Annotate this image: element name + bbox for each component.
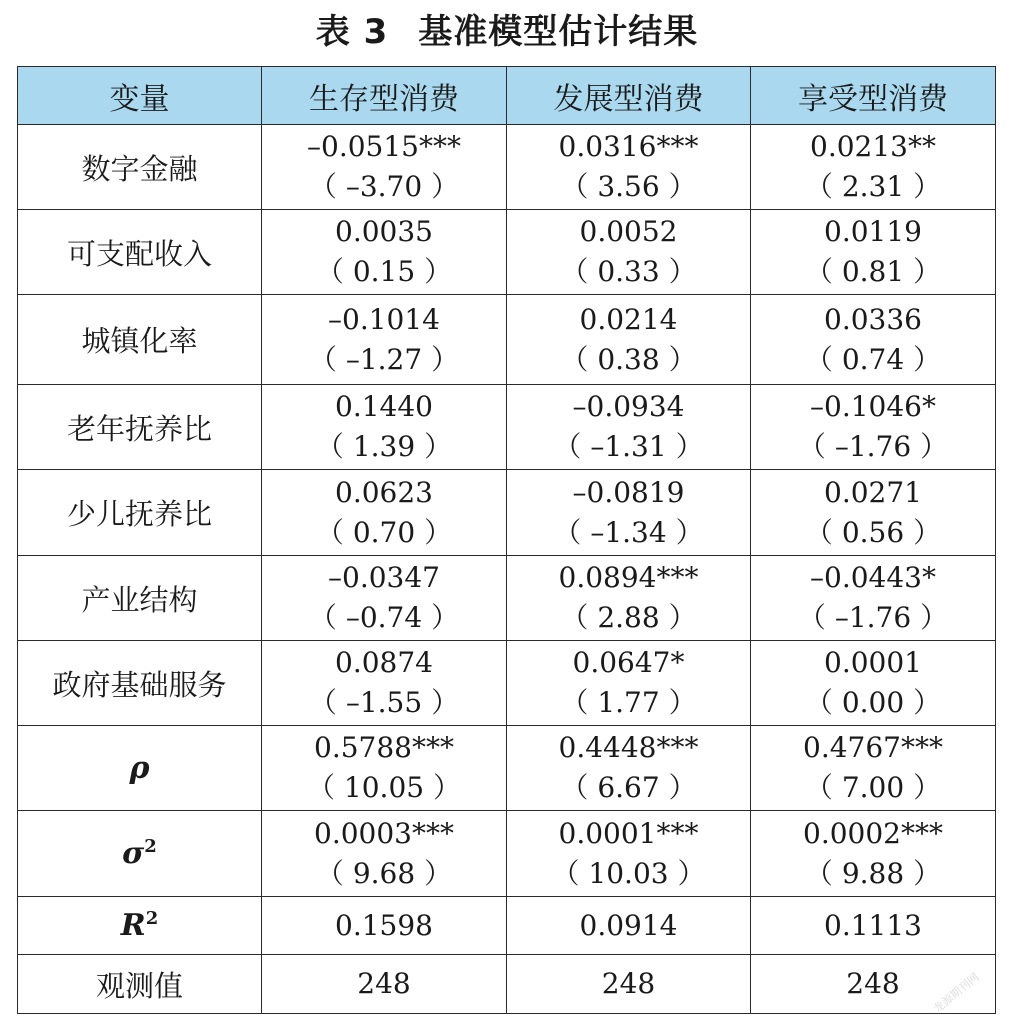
variable-name: 观测值 [18,955,262,1014]
header-subsistence-consumption: 生存型消费 [262,67,507,125]
coefficient: 0.0052 [579,215,678,248]
table-row [18,726,996,811]
result-cell [751,897,996,955]
result-cell [751,811,996,897]
t-statistic: （ 7.00 ） [804,771,942,804]
t-statistic: （ 9.68 ） [315,856,453,890]
result-cell [507,125,751,210]
table-row [18,470,996,556]
table-row [18,955,996,1014]
coefficient: 0.1440 [335,390,433,423]
coefficient: 0.0119 [824,215,922,248]
t-statistic: （ 0.38 ） [560,342,697,376]
result-cell [262,556,507,641]
t-statistic: （ 3.56 ） [560,170,697,203]
coefficient: 0.5788*** [314,731,454,764]
result-cell [507,385,751,470]
regression-results-table [17,66,996,1014]
t-statistic: （ 0.56 ） [804,515,942,549]
observation-count: 248 [601,967,656,1000]
coefficient: –0.1046* [810,390,936,423]
result-cell [507,726,751,811]
r-squared-value: 0.1113 [824,908,922,942]
result-cell [751,385,996,470]
t-statistic: （ –1.34 ） [553,515,704,549]
header-development-consumption: 发展型消费 [507,67,751,125]
result-cell [262,955,507,1014]
header-variable: 变量 [18,67,262,125]
table-body [18,125,996,1014]
variable-name [18,897,262,955]
r-squared-value: 0.1598 [335,908,433,942]
coefficient: 0.4767*** [803,731,943,764]
coefficient: –0.0443* [810,561,936,594]
result-cell [507,897,751,955]
coefficient: 0.0035 [335,215,433,248]
coefficient: 0.0214 [579,302,678,336]
coefficient: 0.0647* [572,646,685,679]
header-enjoyment-consumption: 享受型消费 [751,67,996,125]
result-cell [262,295,507,385]
t-statistic: （ –0.74 ） [308,601,460,634]
coefficient: 0.0213** [810,130,936,163]
table-row [18,641,996,726]
t-statistic: （ 9.88 ） [804,856,942,890]
result-cell [751,295,996,385]
variable-name: 产业结构 [18,556,262,641]
t-statistic: （ 10.05 ） [307,771,461,804]
result-cell [262,641,507,726]
result-cell [507,556,751,641]
table-number: 表 3 [315,12,389,52]
t-statistic: （ –1.76 ） [797,601,949,634]
coefficient: 0.0316*** [558,130,699,163]
t-statistic: （ 0.33 ） [560,255,697,288]
coefficient: 0.0623 [335,475,433,509]
coefficient: 0.0001*** [558,816,699,850]
table-row [18,385,996,470]
result-cell [751,125,996,210]
result-cell [507,210,751,295]
r-squared-value: 0.0914 [579,908,678,942]
variable-name: 少儿抚养比 [18,470,262,556]
coefficient: 0.0002*** [803,816,943,850]
result-cell [507,811,751,897]
result-cell [751,470,996,556]
result-cell [751,210,996,295]
result-cell [507,470,751,556]
result-cell [262,470,507,556]
coefficient: 0.0874 [335,646,433,679]
t-statistic: （ 0.15 ） [315,255,453,288]
t-statistic: （ 1.39 ） [315,430,453,463]
t-statistic: （ 0.70 ） [315,515,453,549]
variable-name: 可支配收入 [18,210,262,295]
t-statistic: （ 2.31 ） [804,170,942,203]
result-cell [262,125,507,210]
sigma-symbol: σ [122,836,145,871]
table-caption: 基准模型估计结果 [418,12,699,52]
table-row [18,811,996,897]
exponent: 2 [145,908,159,929]
table-title [0,8,1014,56]
result-cell [262,385,507,470]
result-cell [751,726,996,811]
table-row [18,295,996,385]
coefficient: 0.0894*** [558,561,699,594]
header-row [18,67,996,125]
coefficient: 0.4448*** [558,731,699,764]
r-squared-symbol: R [120,908,146,943]
coefficient: –0.0347 [328,561,440,594]
result-cell [507,295,751,385]
exponent: 2 [144,836,157,857]
coefficient: –0.0819 [572,475,685,509]
result-cell [262,811,507,897]
variable-name: 数字金融 [18,125,262,210]
coefficient: –0.0515*** [307,130,461,163]
variable-name: 城镇化率 [18,295,262,385]
coefficient: 0.0336 [824,302,922,336]
table-row [18,897,996,955]
result-cell [507,641,751,726]
t-statistic: （ –1.76 ） [797,430,949,463]
t-statistic: （ 0.81 ） [804,255,942,288]
variable-name [18,726,262,811]
t-statistic: （ 0.00 ） [804,686,942,719]
t-statistic: （ –1.27 ） [308,342,460,376]
result-cell [262,897,507,955]
t-statistic: （ 1.77 ） [560,686,697,719]
result-cell [751,641,996,726]
result-cell [262,726,507,811]
table-row [18,210,996,295]
watermark: 龙源期刊网 [931,970,982,1016]
t-statistic: （ –1.31 ） [553,430,704,463]
t-statistic: （ –3.70 ） [308,170,460,203]
coefficient: 0.0003*** [314,816,454,850]
variable-name [18,811,262,897]
variable-name: 老年抚养比 [18,385,262,470]
table-row [18,125,996,210]
rho-symbol: ρ [129,750,150,786]
t-statistic: （ 6.67 ） [560,771,697,804]
table-row [18,556,996,641]
t-statistic: （ 2.88 ） [560,601,697,634]
t-statistic: （ 0.74 ） [804,342,942,376]
result-cell [507,955,751,1014]
result-cell [262,210,507,295]
coefficient: 0.0001 [824,646,922,679]
coefficient: –0.0934 [572,390,685,423]
observation-count: 248 [846,967,900,1000]
observation-count: 248 [357,967,411,1000]
coefficient: –0.1014 [328,302,440,336]
coefficient: 0.0271 [824,475,922,509]
variable-name: 政府基础服务 [18,641,262,726]
t-statistic: （ –1.55 ） [308,686,460,719]
t-statistic: （ 10.03 ） [551,856,706,890]
result-cell [751,556,996,641]
